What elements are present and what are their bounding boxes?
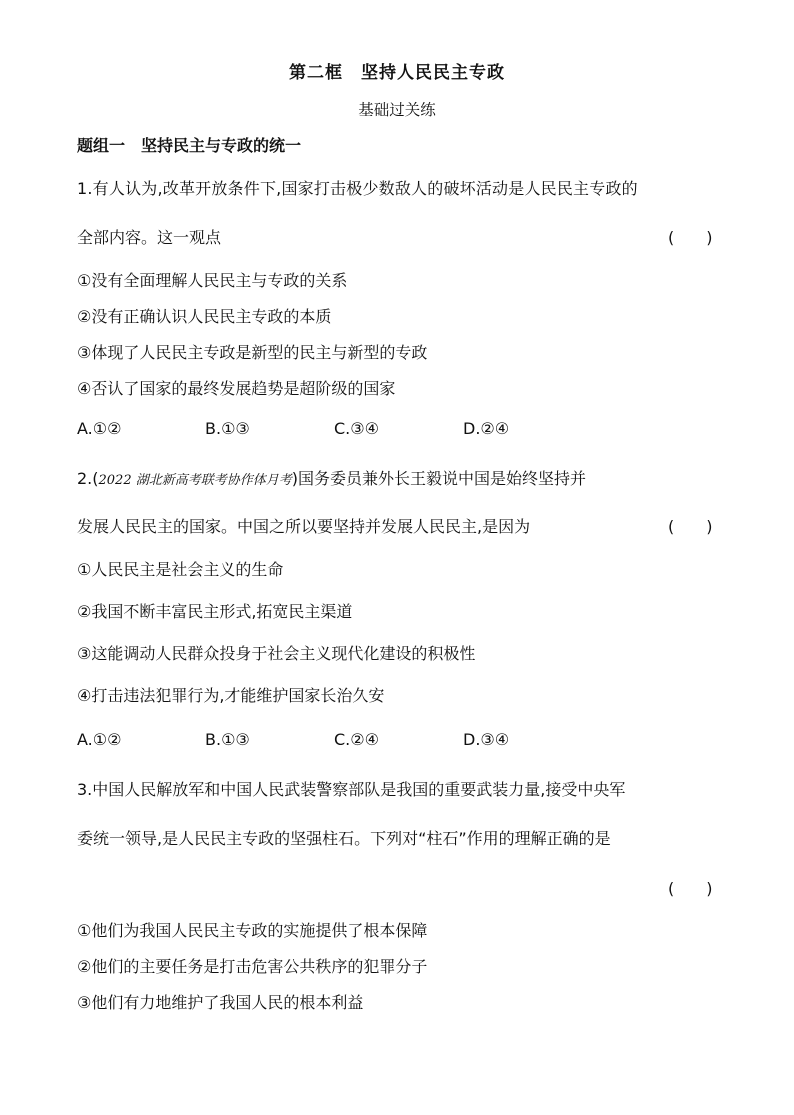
q1-answer-paren: ( )	[668, 228, 713, 247]
q2-answer-paren: ( )	[668, 517, 713, 536]
q1-item-1: ①没有全面理解人民民主与专政的关系	[77, 271, 348, 290]
q2-option-b: B.①③	[205, 730, 250, 749]
q2-stem-line2: 发展人民民主的国家。中国之所以要坚持并发展人民民主,是因为	[77, 517, 531, 536]
q2-option-d: D.③④	[463, 730, 510, 749]
q3-item-2: ②他们的主要任务是打击危害公共秩序的犯罪分子	[77, 957, 428, 976]
q2-number: 2.(	[77, 469, 99, 488]
q1-item-2: ②没有正确认识人民民主专政的本质	[77, 307, 332, 326]
q2-option-c: C.②④	[334, 730, 379, 749]
page-subtitle: 基础过关练	[358, 101, 436, 119]
q2-item-2: ②我国不断丰富民主形式,拓宽民主渠道	[77, 602, 353, 621]
q1-option-d: D.②④	[463, 419, 510, 438]
q3-item-3: ③他们有力地维护了我国人民的根本利益	[77, 993, 364, 1012]
q1-stem-line2: 全部内容。这一观点	[77, 228, 222, 247]
q1-option-c: C.③④	[334, 419, 379, 438]
q3-stem-line2: 委统一领导,是人民民主专政的坚强柱石。下列对“柱石”作用的理解正确的是	[77, 829, 611, 848]
q2-item-4: ④打击违法犯罪行为,才能维护国家长治久安	[77, 686, 385, 705]
q2-item-3: ③这能调动人民群众投身于社会主义现代化建设的积极性	[77, 644, 476, 663]
q3-stem-line1: 3.中国人民解放军和中国人民武装警察部队是我国的重要武装力量,接受中央军	[77, 780, 626, 799]
q2-source: 2022 湖北新高考联考协作体月考	[98, 473, 292, 488]
group-heading: 题组一 坚持民主与专政的统一	[77, 136, 302, 155]
q2-stem-line1	[77, 466, 586, 489]
q1-option-b: B.①③	[205, 419, 250, 438]
page-title: 第二框 坚持人民民主专政	[289, 63, 505, 83]
q2-stem-text: )国务委员兼外长王毅说中国是始终坚持并	[291, 469, 586, 488]
q1-item-4: ④否认了国家的最终发展趋势是超阶级的国家	[77, 379, 396, 398]
q1-stem-line1: 1.有人认为,改革开放条件下,国家打击极少数敌人的破坏活动是人民民主专政的	[77, 179, 638, 198]
q2-item-1: ①人民民主是社会主义的生命	[77, 560, 284, 579]
q3-item-1: ①他们为我国人民民主专政的实施提供了根本保障	[77, 921, 428, 940]
q2-option-a: A.①②	[77, 730, 122, 749]
q1-item-3: ③体现了人民民主专政是新型的民主与新型的专政	[77, 343, 428, 362]
q3-answer-paren: ( )	[668, 879, 713, 898]
q1-option-a: A.①②	[77, 419, 122, 438]
